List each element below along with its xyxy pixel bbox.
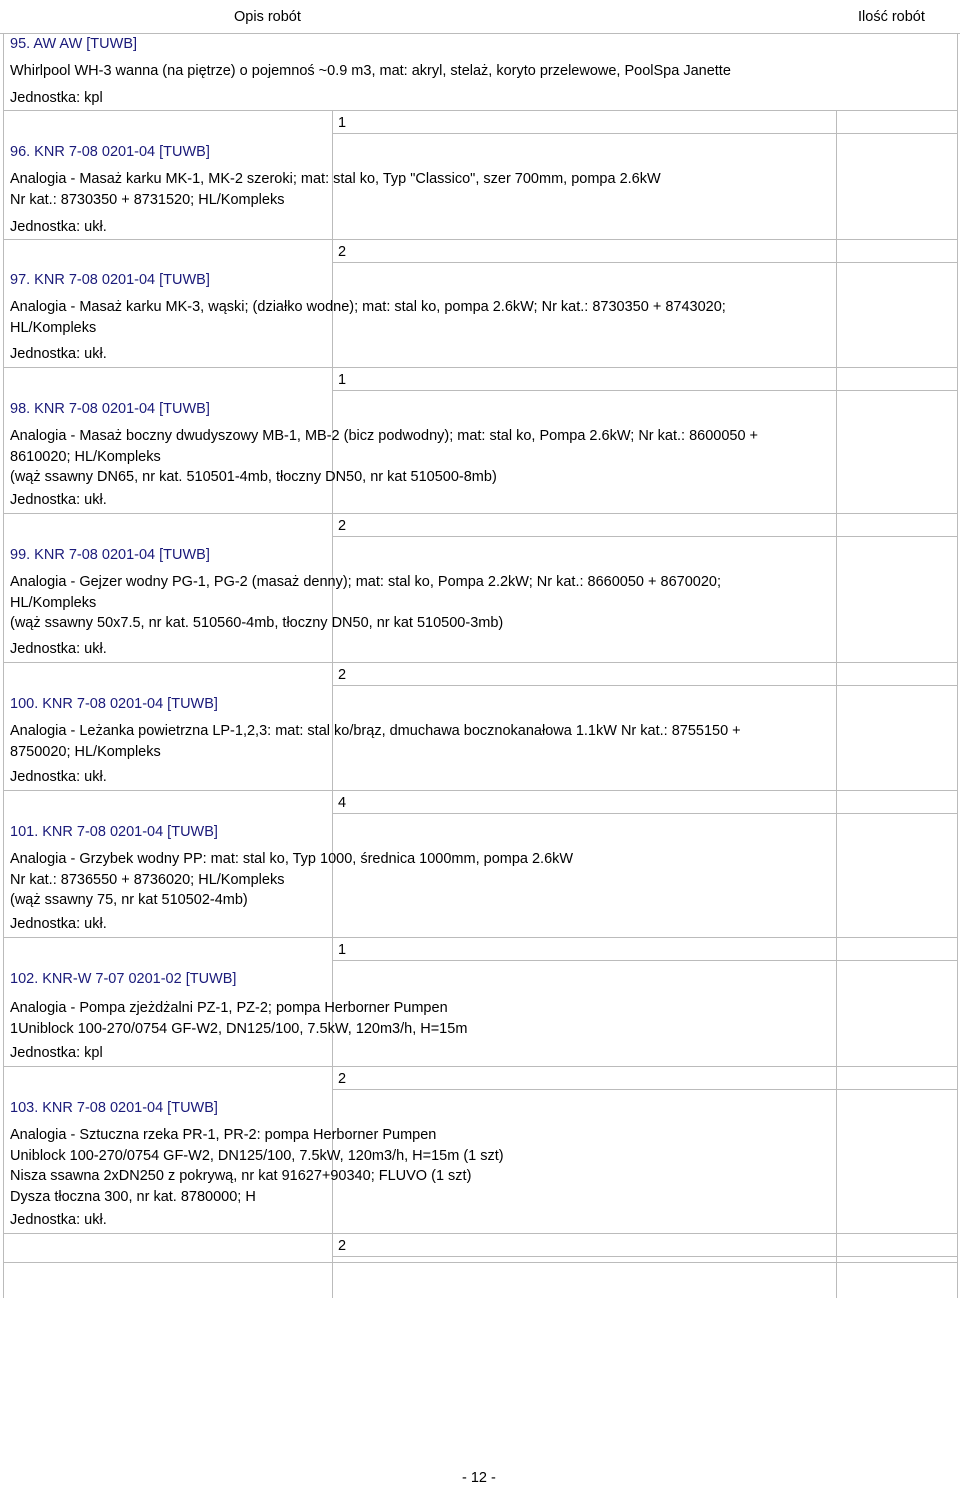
row-divider [3,937,958,938]
item-count: 2 [338,667,347,683]
item-unit-label: Jednostka: ukł. [10,1212,107,1228]
item-count: 1 [338,942,347,958]
item-description-line: Analogia - Grzybek wodny PP: mat: stal ko, Typ 1000, średnica 1000mm, pompa 2.6kW [10,851,574,867]
row-divider [332,813,958,814]
column-header-quantity: Ilość robót [858,9,925,25]
item-code: 99. KNR 7-08 0201-04 [TUWB] [10,547,210,563]
item-description-line: Dysza tłoczna 300, nr kat. 8780000; H [10,1188,256,1205]
item-code: 98. KNR 7-08 0201-04 [TUWB] [10,401,210,417]
item-code: 96. KNR 7-08 0201-04 [TUWB] [10,144,210,160]
row-divider [3,662,958,663]
table-bottom-divider [3,1262,958,1263]
item-description-line: (wąż ssawny DN65, nr kat. 510501-4mb, tłoczny DN50, nr kat 510500-8mb) [10,469,497,486]
item-description-line: Analogia - Pompa zjeżdżalni PZ-1, PZ-2; pompa Herborner Pumpen [10,1000,448,1016]
item-description-line: Uniblock 100-270/0754 GF-W2, DN125/100, 7.5kW, 120m3/h, H=15m (1 szt) [10,1147,504,1164]
item-description-line: Analogia - Gejzer wodny PG-1, PG-2 (masaż denny); mat: stal ko, Pompa 2.2kW; Nr kat.: 8660050 + 8670020; [10,574,721,590]
item-description-line: Analogia - Sztuczna rzeka PR-1, PR-2: pompa Herborner Pumpen [10,1127,437,1143]
item-code: 102. KNR-W 7-07 0201-02 [TUWB] [10,971,237,987]
column-header-description: Opis robót [234,9,301,25]
item-unit-label: Jednostka: ukł. [10,641,107,657]
row-divider [332,133,958,134]
item-description-line: Analogia - Masaż karku MK-3, wąski; (działko wodne); mat: stal ko, pompa 2.6kW; Nr kat.: 8730350 + 8743020; [10,299,726,315]
row-divider [3,367,958,368]
item-description-line: 8750020; HL/Kompleks [10,743,161,760]
item-unit-label: Jednostka: ukł. [10,769,107,785]
item-count: 1 [338,372,347,388]
row-divider [332,685,958,686]
row-divider [332,1256,958,1257]
row-divider [332,960,958,961]
item-count: 1 [338,115,347,131]
item-description-line: Nr kat.: 8730350 + 8731520; HL/Kompleks [10,191,285,208]
item-description-line: (wąż ssawny 75, nr kat 510502-4mb) [10,892,248,909]
item-description-line: Analogia - Leżanka powietrzna LP-1,2,3: mat: stal ko/brąz, dmuchawa bocznokanałowa 1.1kW Nr kat.: 8755150 + [10,723,741,739]
row-divider [3,239,958,240]
row-divider [332,1089,958,1090]
row-divider [332,536,958,537]
row-divider [3,790,958,791]
item-unit-label: Jednostka: ukł. [10,492,107,508]
row-divider [3,110,958,111]
page-number: - 12 - [462,1470,496,1486]
row-divider [3,1233,958,1234]
item-description-line: 8610020; HL/Kompleks [10,448,161,465]
item-unit-label: Jednostka: ukł. [10,346,107,362]
item-count: 2 [338,1238,347,1254]
item-description-line: HL/Kompleks [10,594,97,611]
item-code: 95. AW AW [TUWB] [10,36,138,52]
item-count: 2 [338,1071,347,1087]
item-description-line: Analogia - Masaż boczny dwudyszowy MB-1, MB-2 (bicz podwodny); mat: stal ko, Pompa 2.6kW; Nr kat.: 8600050 + [10,428,759,444]
item-count: 4 [338,795,347,811]
item-description-line: Analogia - Masaż karku MK-1, MK-2 szeroki; mat: stal ko, Typ "Classico", szer 700mm, pompa 2.6kW [10,171,661,187]
row-divider [3,1066,958,1067]
item-code: 97. KNR 7-08 0201-04 [TUWB] [10,272,210,288]
row-divider [332,390,958,391]
item-code: 100. KNR 7-08 0201-04 [TUWB] [10,696,218,712]
item-description-line: 1Uniblock 100-270/0754 GF-W2, DN125/100, 7.5kW, 120m3/h, H=15m [10,1020,468,1037]
item-description-line: (wąż ssawny 50x7.5, nr kat. 510560-4mb, tłoczny DN50, nr kat 510500-3mb) [10,615,504,632]
item-unit-label: Jednostka: kpl [10,1045,103,1061]
item-description-line: HL/Kompleks [10,319,97,336]
item-count: 2 [338,244,347,260]
item-unit-label: Jednostka: ukł. [10,219,107,235]
row-divider [3,513,958,514]
item-description-line: Nisza ssawna 2xDN250 z pokrywą, nr kat 91627+90340; FLUVO (1 szt) [10,1168,472,1185]
item-count: 2 [338,518,347,534]
item-description-line: Whirlpool WH-3 wanna (na piętrze) o pojemnoś ~0.9 m3, mat: akryl, stelaż, koryto przelewowe, PoolSpa Janette [10,63,731,79]
item-description-line: Nr kat.: 8736550 + 8736020; HL/Kompleks [10,871,285,888]
item-unit-label: Jednostka: ukł. [10,916,107,932]
item-code: 101. KNR 7-08 0201-04 [TUWB] [10,824,218,840]
item-code: 103. KNR 7-08 0201-04 [TUWB] [10,1100,218,1116]
item-unit-label: Jednostka: kpl [10,90,103,106]
row-divider [332,262,958,263]
